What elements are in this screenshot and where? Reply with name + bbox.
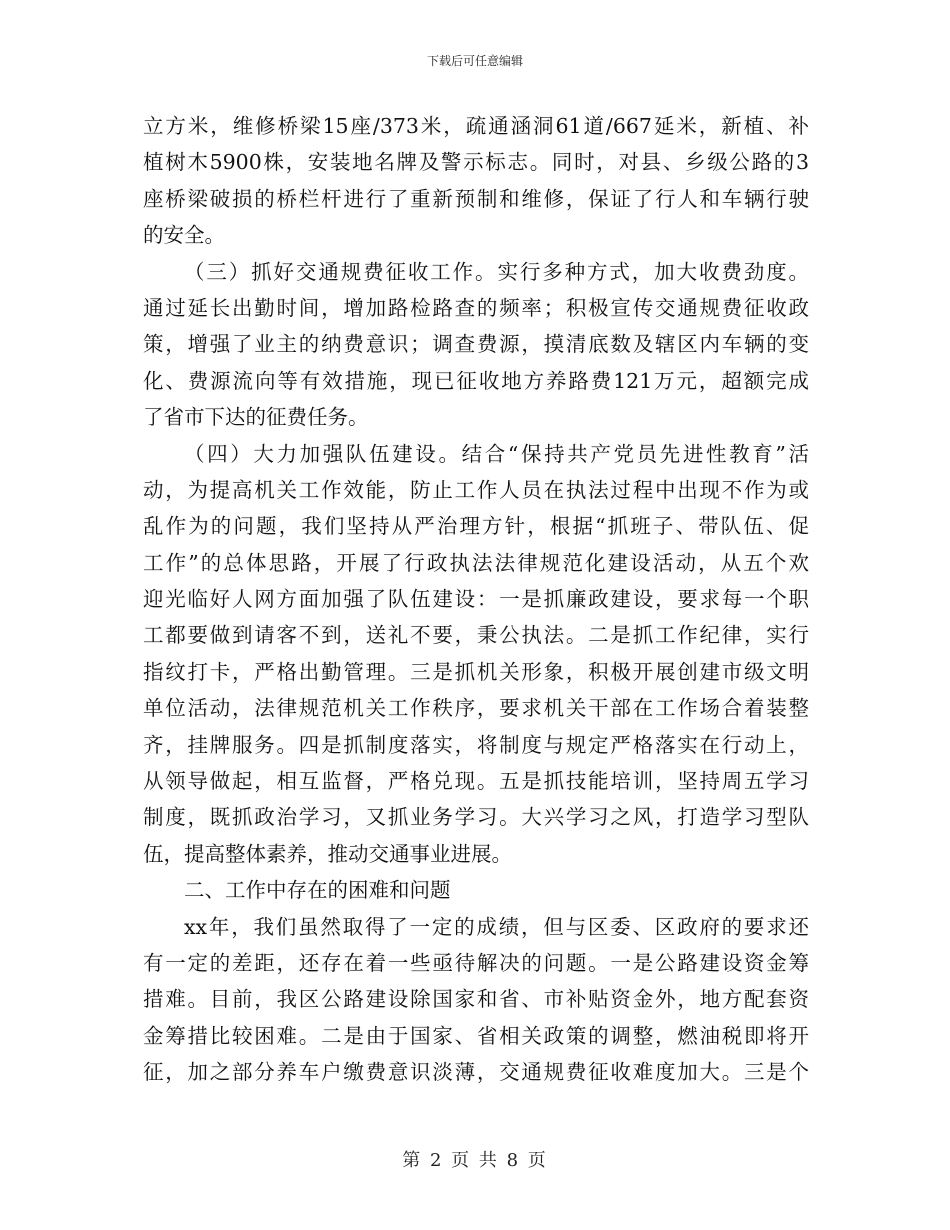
body-line: 了省市下达的征费任务。	[143, 405, 369, 430]
body-line: 策，增强了业主的纳费意识；调查费源，摸清底数及辖区内车辆的变	[143, 332, 809, 357]
section-heading: 二、工作中存在的困难和问题	[184, 878, 451, 903]
body-line: 座桥梁破损的桥栏杆进行了重新预制和维修，保证了行人和车辆行驶	[143, 186, 809, 211]
body-line: 植树木5900株，安装地名牌及警示标志。同时，对县、乡级公路的3	[143, 150, 809, 175]
body-line: 立方米，维修桥梁15座/373米，疏通涵洞61道/667延米，新植、补	[143, 114, 809, 138]
body-line: 伍，提高整体素养，推动交通事业进展。	[143, 841, 512, 866]
page-footer	[0, 1146, 950, 1172]
body-line: 的安全。	[143, 223, 225, 248]
body-line: 制度，既抓政治学习，又抓业务学习。大兴学习之风，打造学习型队	[143, 805, 809, 830]
body-line: 工都要做到请客不到，送礼不要，秉公执法。二是抓工作纪律，实行	[143, 623, 809, 648]
body-line: 金筹措比较困难。二是由于国家、省相关政策的调整，燃油税即将开	[143, 1023, 809, 1048]
body-line: 通过延长出勤时间，增加路检路查的频率；积极宣传交通规费征收政	[143, 295, 809, 320]
page-number: 第 2 页 共 8 页	[402, 1150, 548, 1171]
body-line: （三）抓好交通规费征收工作。实行多种方式，加大收费劲度。	[184, 259, 809, 284]
body-line: xx年，我们虽然取得了一定的成绩，但与区委、区政府的要求还	[184, 914, 809, 939]
body-line: 从领导做起，相互监督，严格兑现。五是抓技能培训，坚持周五学习	[143, 769, 809, 794]
body-line: 迎光临好人网方面加强了队伍建设：一是抓廉政建设，要求每一个职	[143, 587, 809, 612]
body-line: 指纹打卡，严格出勤管理。三是抓机关形象，积极开展创建市级文明	[143, 659, 809, 684]
body-line: 单位活动，法律规范机关工作秩序，要求机关干部在工作场合着装整	[143, 696, 809, 721]
body-line: 有一定的差距，还存在着一些亟待解决的问题。一是公路建设资金筹	[143, 950, 809, 975]
body-line: 工作”的总体思路，开展了行政执法法律规范化建设活动，从五个欢	[143, 550, 809, 575]
header-note: 下载后可任意编辑	[426, 54, 523, 68]
document-body	[143, 108, 809, 1091]
body-line: 乱作为的问题，我们坚持从严治理方针，根据“抓班子、带队伍、促	[143, 514, 809, 539]
body-line: 齐，挂牌服务。四是抓制度落实，将制度与规定严格落实在行动上，	[143, 732, 809, 757]
body-line: （四）大力加强队伍建设。结合“保持共产党员先进性教育”活	[184, 441, 809, 466]
page-header	[0, 52, 950, 69]
body-line: 化、费源流向等有效措施，现已征收地方养路费121万元，超额完成	[143, 368, 809, 393]
body-line: 措难。目前，我区公路建设除国家和省、市补贴资金外，地方配套资	[143, 987, 809, 1012]
body-line: 征，加之部分养车户缴费意识淡薄，交通规费征收难度加大。三是个	[143, 1060, 809, 1085]
body-line: 动，为提高机关工作效能，防止工作人员在执法过程中出现不作为或	[143, 477, 809, 502]
